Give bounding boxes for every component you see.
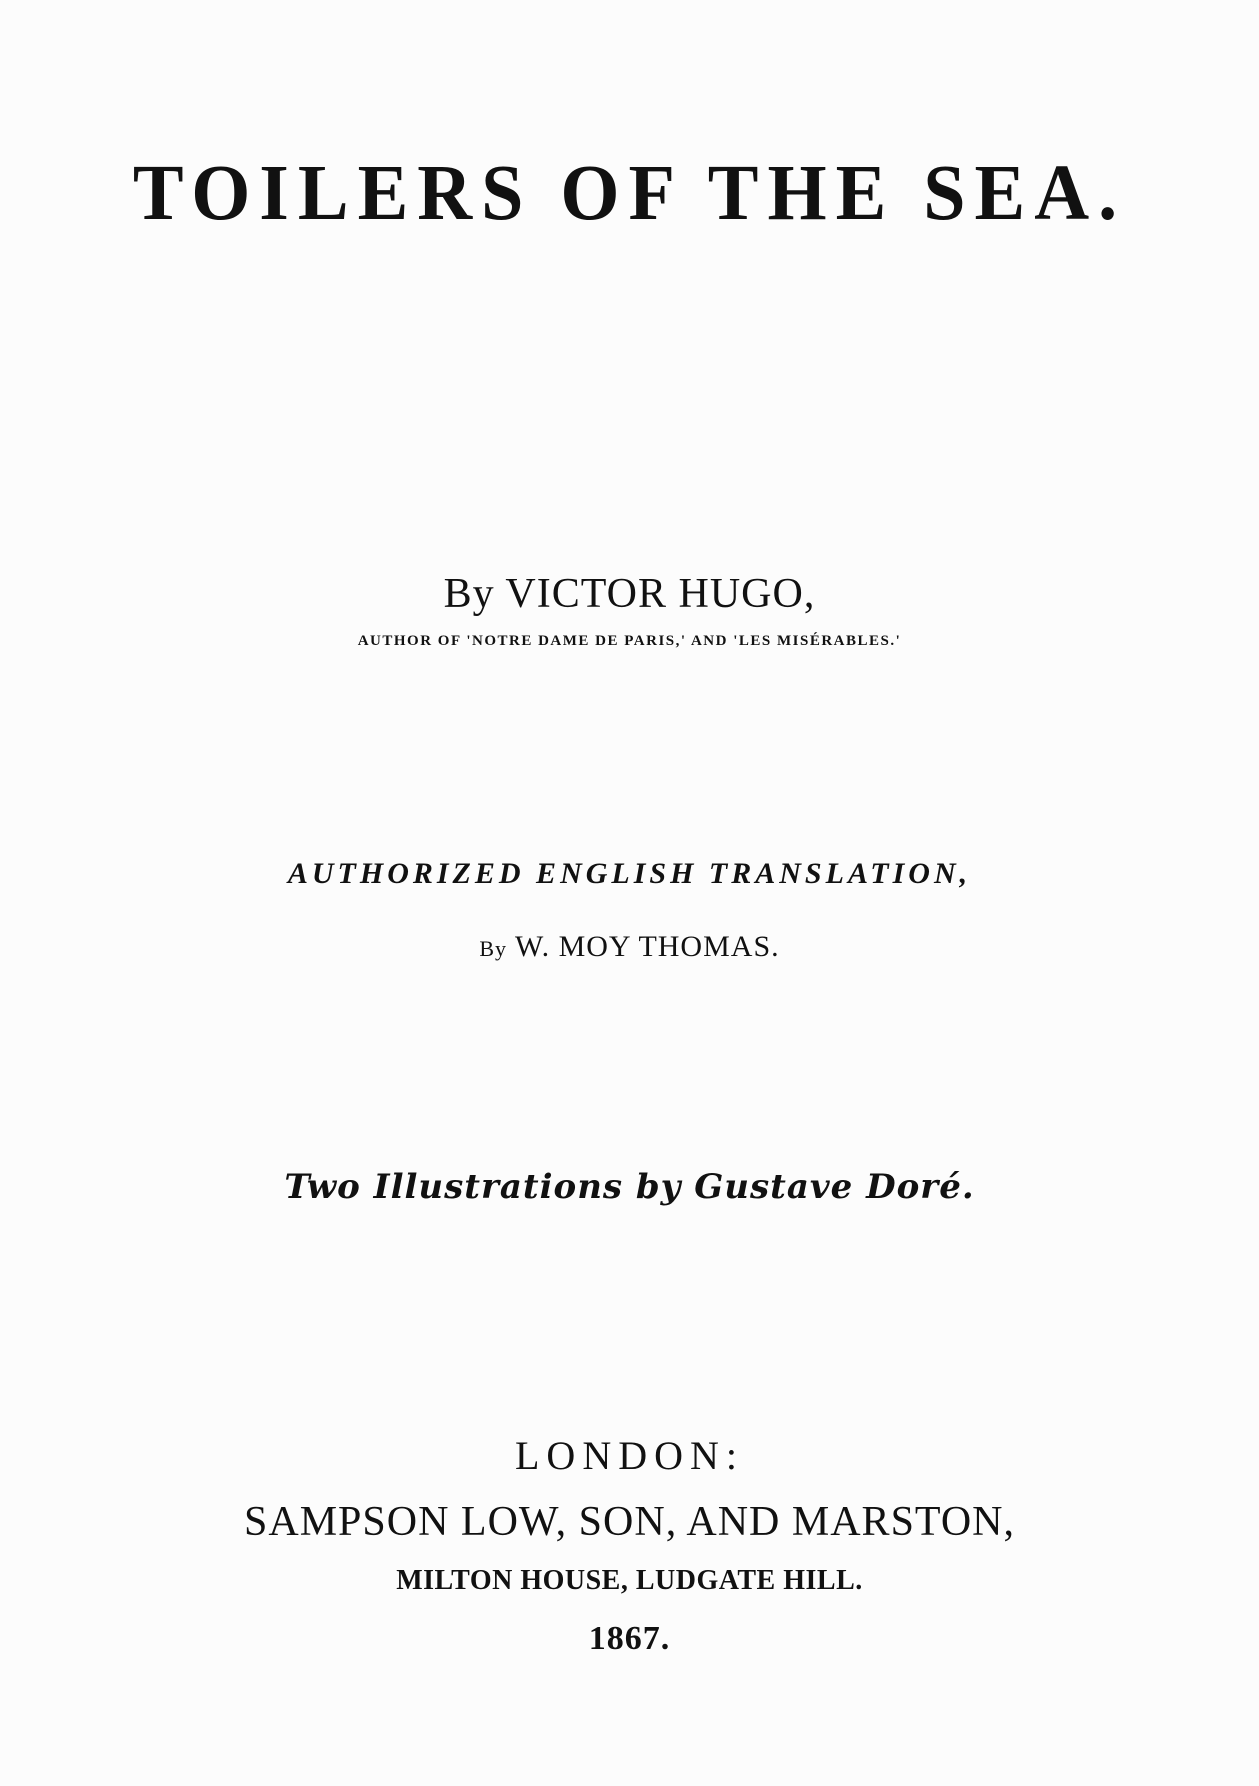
author-by-label: By — [443, 571, 495, 617]
publisher-name: SAMPSON LOW, SON, AND MARSTON, — [244, 1499, 1015, 1545]
illustrations-note: Two Illustrations by Gustave Doré. — [284, 1167, 975, 1207]
translator-by-label: By — [479, 936, 508, 961]
publication-city: LONDON: — [515, 1433, 744, 1478]
author-note: AUTHOR OF 'NOTRE DAME DE PARIS,' AND 'LES MISÉRABLES.' — [357, 633, 902, 649]
translation-heading: AUTHORIZED ENGLISH TRANSLATION, — [287, 857, 972, 890]
translator-name: W. MOY THOMAS. — [515, 930, 780, 963]
book-title: TOILERS OF THE SEA. — [132, 148, 1127, 238]
author-name: VICTOR HUGO, — [505, 571, 816, 617]
author-line — [0, 570, 1259, 618]
translator-line — [0, 930, 1259, 964]
publisher-address: MILTON HOUSE, LUDGATE HILL. — [396, 1565, 863, 1596]
publication-year: 1867. — [588, 1620, 671, 1657]
